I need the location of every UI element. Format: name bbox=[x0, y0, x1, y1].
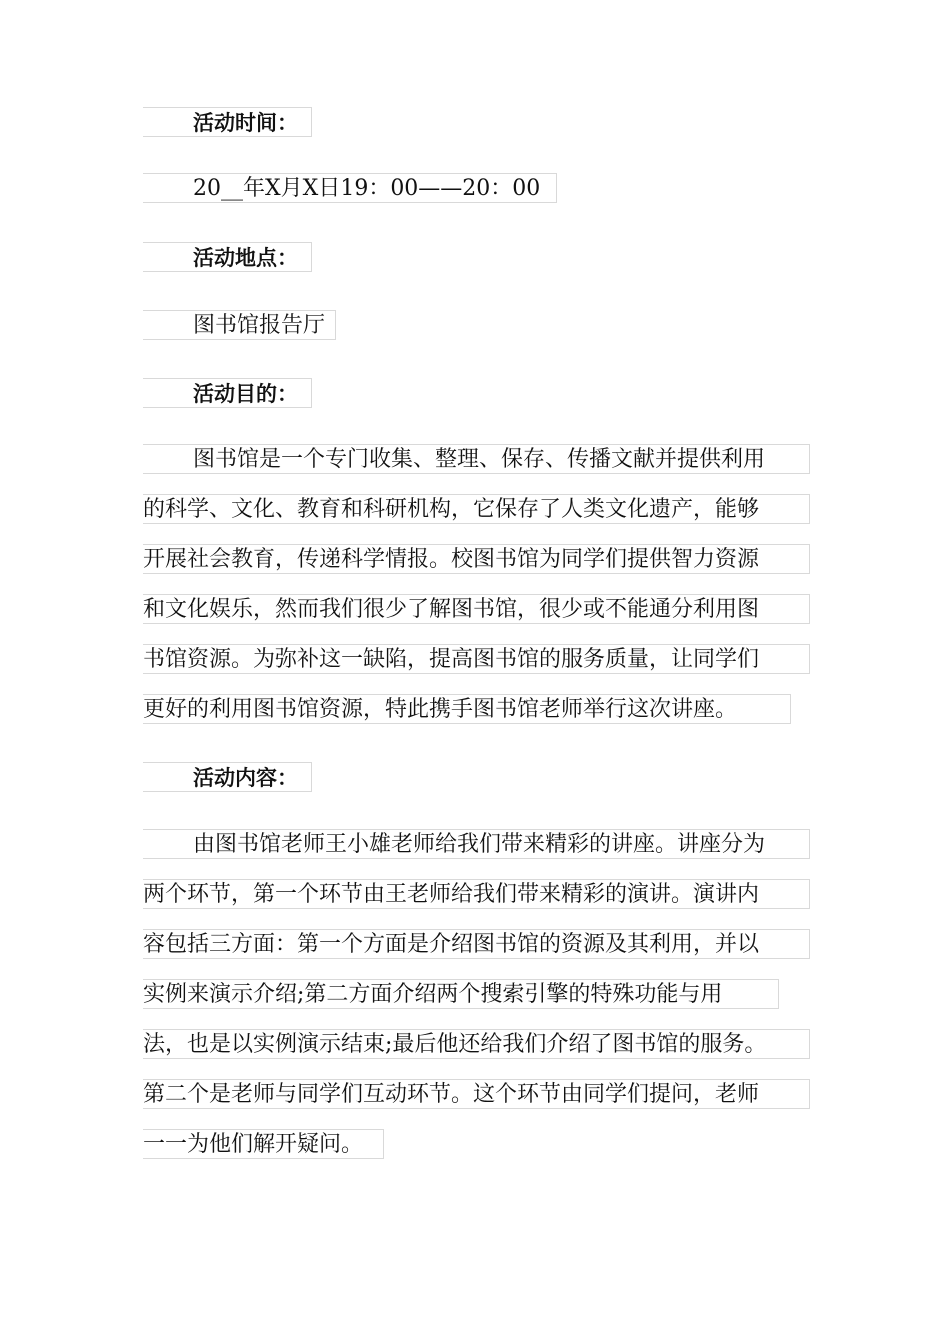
activity-place-value: 图书馆报告厅 bbox=[143, 310, 336, 340]
heading-activity-time: 活动时间： bbox=[143, 107, 312, 137]
heading-activity-place: 活动地点： bbox=[143, 242, 312, 272]
content-line: 两个环节，第一个环节由王老师给我们带来精彩的演讲。演讲内 bbox=[143, 879, 810, 909]
content-line: 实例来演示介绍;第二方面介绍两个搜索引擎的特殊功能与用 bbox=[143, 979, 779, 1009]
heading-activity-purpose: 活动目的： bbox=[143, 378, 312, 408]
purpose-line: 和文化娱乐，然而我们很少了解图书馆，很少或不能通分利用图 bbox=[143, 594, 810, 624]
content-line: 第二个是老师与同学们互动环节。这个环节由同学们提问，老师 bbox=[143, 1079, 810, 1109]
activity-time-value: 20__年X月X日19：00——20：00 bbox=[143, 173, 557, 203]
content-line: 容包括三方面：第一个方面是介绍图书馆的资源及其利用，并以 bbox=[143, 929, 810, 959]
content-line: 由图书馆老师王小雄老师给我们带来精彩的讲座。讲座分为 bbox=[143, 829, 810, 859]
content-line: 一一为他们解开疑问。 bbox=[143, 1129, 384, 1159]
purpose-line: 的科学、文化、教育和科研机构，它保存了人类文化遗产，能够 bbox=[143, 494, 810, 524]
purpose-line: 开展社会教育，传递科学情报。校图书馆为同学们提供智力资源 bbox=[143, 544, 810, 574]
purpose-line: 书馆资源。为弥补这一缺陷，提高图书馆的服务质量，让同学们 bbox=[143, 644, 810, 674]
content-line: 法，也是以实例演示结束;最后他还给我们介绍了图书馆的服务。 bbox=[143, 1029, 810, 1059]
purpose-line: 更好的利用图书馆资源，特此携手图书馆老师举行这次讲座。 bbox=[143, 694, 791, 724]
heading-activity-content: 活动内容： bbox=[143, 762, 312, 792]
purpose-line: 图书馆是一个专门收集、整理、保存、传播文献并提供利用 bbox=[143, 444, 810, 474]
